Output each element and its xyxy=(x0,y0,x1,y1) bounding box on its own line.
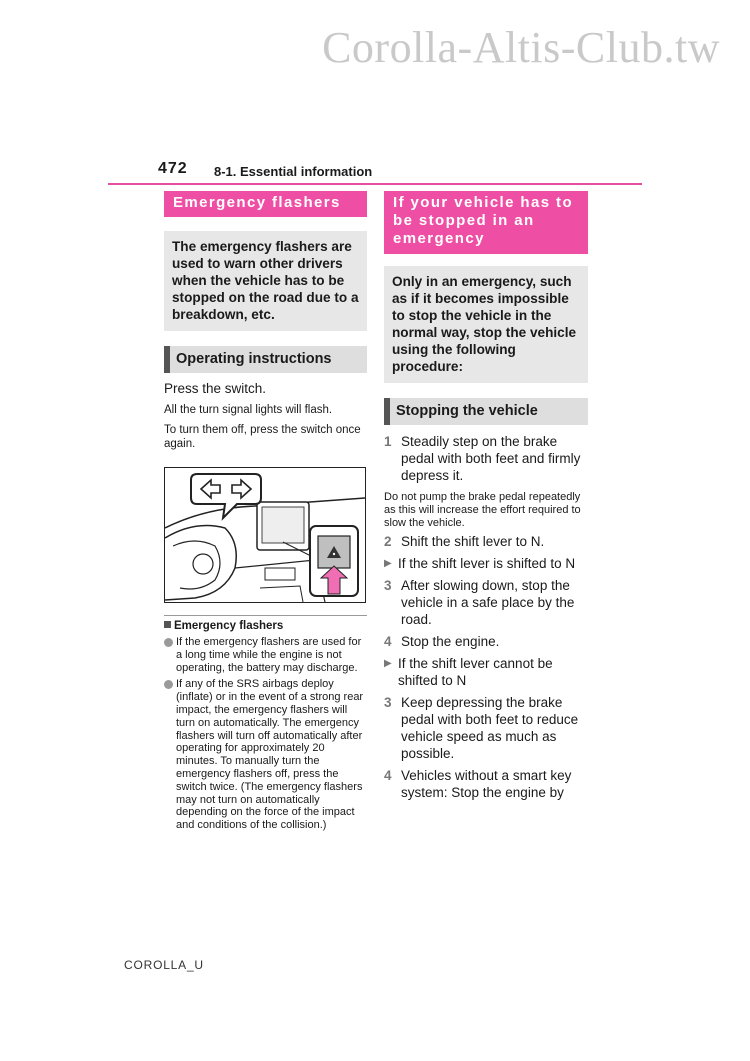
stop-vehicle-heading: If your vehicle has to be stopped in an emergency xyxy=(384,191,588,254)
footer-code: COROLLA_U xyxy=(124,958,204,972)
step-item: 2 Shift the shift lever to N. xyxy=(384,534,545,550)
section-title: 8-1. Essential information xyxy=(214,164,373,179)
note-item: If any of the SRS airbags deploy (inflate) or in the event of a strong rear impact, the emergency flashers will turn on automatically. The emergency flashers will turn off automatically after operating for approximately 20 minutes. To manually turn the emergency flashers off, press the switch twice. (The emergency flashers may not turn on automatically depending on the force of the impact and conditions of the collision.) xyxy=(164,678,367,832)
caution-text: Do not pump the brake pedal repeatedly as this will increase the effort required to slow the vehicle. xyxy=(384,491,581,529)
emergency-intro-box: Only in an emergency, such as if it becomes impossible to stop the vehicle in the normal way, stop the vehicle using the following procedure: xyxy=(384,266,588,383)
press-switch-text: Press the switch. xyxy=(164,381,267,396)
header-rule xyxy=(108,183,642,185)
step-item: 4 Vehicles without a smart key system: Stop the engine by xyxy=(384,768,572,801)
stopping-vehicle-heading: Stopping the vehicle xyxy=(384,398,588,425)
hazard-switch-illustration xyxy=(165,468,365,602)
condition-item: ▶ If the shift lever cannot be shifted to N xyxy=(384,656,553,689)
turn-off-text: To turn them off, press the switch once again. xyxy=(164,424,361,450)
right-column xyxy=(384,191,588,801)
left-column xyxy=(164,191,367,832)
dashboard-illustration xyxy=(164,467,366,603)
step-item: 4 Stop the engine. xyxy=(384,634,500,650)
figure-divider xyxy=(164,615,367,616)
condition-item: ▶ If the shift lever is shifted to N xyxy=(384,556,576,572)
intro-box: The emergency flashers are used to warn other drivers when the vehicle has to be stopped on the road due to a breakdown, etc. xyxy=(164,231,367,331)
notes-title: Emergency flashers xyxy=(164,620,367,632)
step-item: 3 Keep depressing the brake pedal with both feet to reduce vehicle speed as much as possible. xyxy=(384,695,579,762)
watermark: Corolla-Altis-Club.tw xyxy=(322,23,720,72)
flash-text: All the turn signal lights will flash. xyxy=(164,404,333,416)
step-item: 1 Steadily step on the brake pedal with both feet and firmly depress it. xyxy=(384,434,581,483)
note-item: If the emergency flashers are used for a long time while the engine is not operating, the battery may discharge. xyxy=(164,636,367,674)
step-item: 3 After slowing down, stop the vehicle in a safe place by the road. xyxy=(384,578,575,628)
operating-instructions-heading: Operating instructions xyxy=(164,346,367,373)
emergency-flashers-heading: Emergency flashers xyxy=(164,191,367,217)
page-number: 472 xyxy=(158,160,188,177)
